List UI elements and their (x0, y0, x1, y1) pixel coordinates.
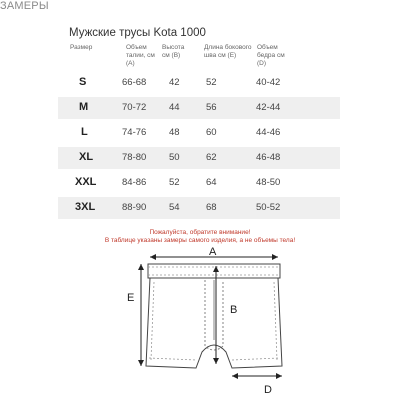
section-label: ЗАМЕРЫ (0, 0, 49, 12)
waist-cell: 78-80 (122, 152, 147, 163)
header-hip: Объем бедра см (D) (257, 44, 285, 67)
seam-cell: 56 (206, 102, 217, 113)
height-cell: 48 (169, 127, 180, 138)
seam-cell: 52 (206, 77, 217, 88)
hip-cell: 40-42 (256, 77, 281, 88)
page-title: Мужские трусы Kota 1000 (69, 27, 206, 39)
size-cell: XL (79, 151, 94, 163)
note-line-1: Пожалуйста, обратите внимание! (149, 229, 251, 236)
hip-cell: 48-50 (256, 177, 281, 188)
waist-cell: 84-86 (122, 177, 147, 188)
size-cell: S (79, 76, 87, 88)
header-side-seam: Длина бокового шва см (E) (204, 44, 252, 59)
label-d: D (264, 384, 272, 396)
label-b: B (230, 304, 238, 316)
height-cell: 52 (169, 177, 180, 188)
size-cell: XXL (75, 176, 97, 188)
size-cell: 3XL (75, 201, 96, 213)
hip-cell: 42-44 (256, 102, 281, 113)
hip-cell: 44-46 (256, 127, 281, 138)
waist-cell: 88-90 (122, 202, 147, 213)
header-height: Высота см (B) (162, 44, 185, 59)
hip-cell: 46-48 (256, 152, 281, 163)
seam-cell: 68 (206, 202, 217, 213)
size-cell: L (81, 126, 88, 138)
seam-cell: 62 (206, 152, 217, 163)
header-size: Размер (70, 44, 93, 51)
seam-cell: 64 (206, 177, 217, 188)
label-e: E (127, 292, 135, 304)
waist-cell: 70-72 (122, 102, 147, 113)
height-cell: 50 (169, 152, 180, 163)
height-cell: 44 (169, 102, 180, 113)
hip-cell: 50-52 (256, 202, 281, 213)
waist-cell: 66-68 (122, 77, 147, 88)
label-a: A (209, 246, 217, 258)
height-cell: 54 (169, 202, 180, 213)
seam-cell: 60 (206, 127, 217, 138)
header-waist: Объем талии, см (A) (126, 44, 155, 67)
height-cell: 42 (169, 77, 180, 88)
note-line-2: В таблице указаны замеры самого изделия, а не объемы тела! (104, 237, 296, 244)
waist-cell: 74-76 (122, 127, 147, 138)
size-cell: M (79, 101, 89, 113)
